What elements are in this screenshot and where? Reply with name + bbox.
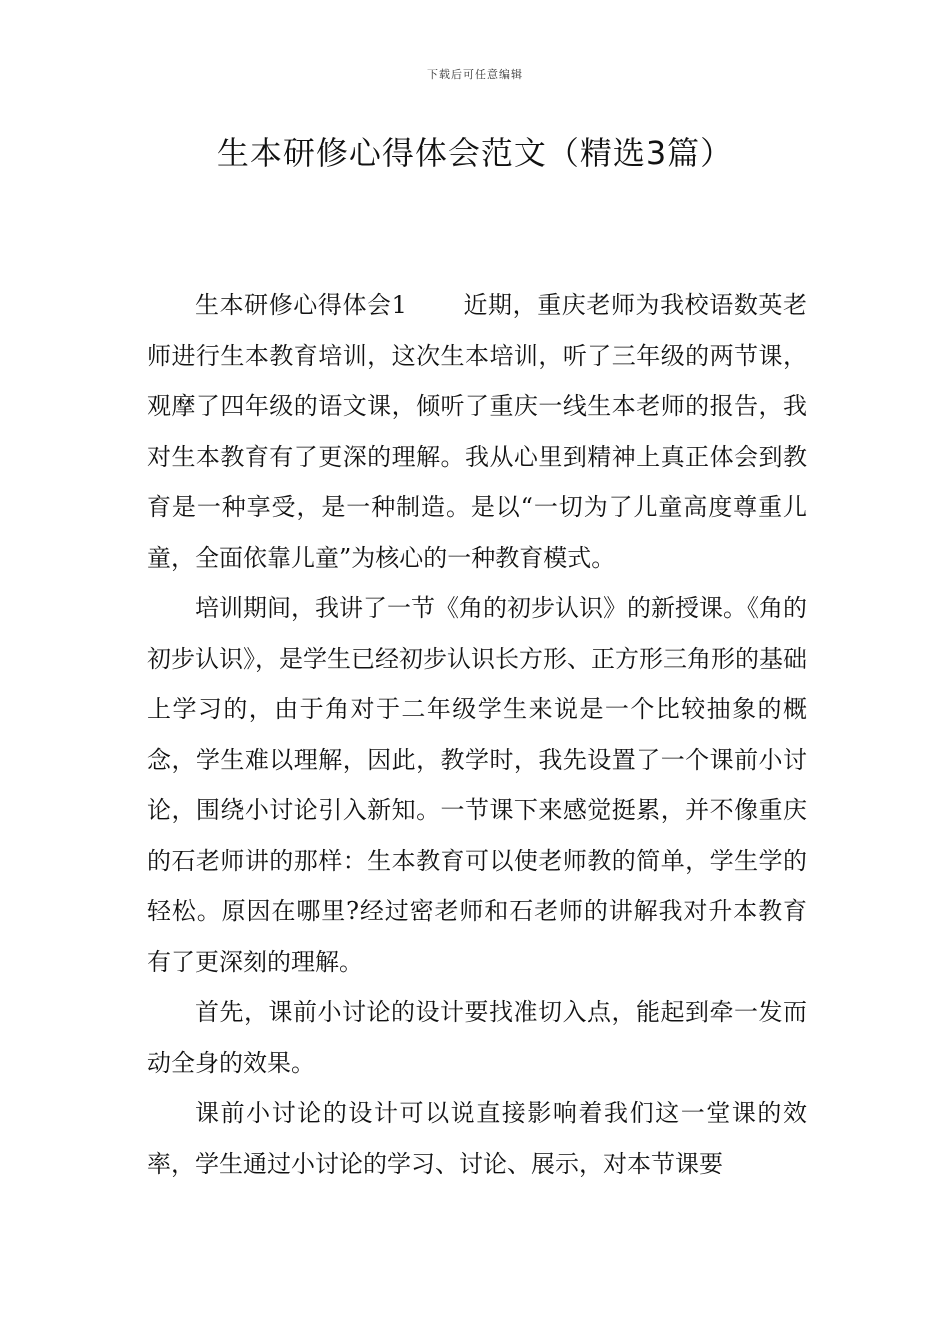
document-body	[147, 280, 807, 1189]
header-note: 下载后可任意编辑	[427, 68, 523, 81]
paragraph-2: 培训期间，我讲了一节《角的初步认识》的新授课。《角的初步认识》，是学生已经初步认识长方形、正方形三角形的基础上学习的，由于角对于二年级学生来说是一个比较抽象的概念，学生难以理解，因此，教学时，我先设置了一个课前小讨论，围绕小讨论引入新知。一节课下来感觉挺累，并不像重庆的石老师讲的那样：生本教育可以使老师教的简单，学生学的轻松。原因在哪里?经过密老师和石老师的讲解我对升本教育有了更深刻的理解。	[147, 594, 807, 976]
section-heading: 生本研修心得体会1	[195, 291, 407, 319]
page-title: 生本研修心得体会范文（精选3篇）	[216, 134, 734, 172]
paragraph-1-text: 近期，重庆老师为我校语数英老师进行生本教育培训，这次生本培训，听了三年级的两节课，观摩了四年级的语文课，倾听了重庆一线生本老师的报告，我对生本教育有了更深的理解。我从心里到精神上真正体会到教育是一种享受，是一种制造。是以“一切为了儿童高度尊重儿童，全面依靠儿童”为核心的一种教育模式。	[147, 291, 807, 572]
paragraph-4: 课前小讨论的设计可以说直接影响着我们这一堂课的效率，学生通过小讨论的学习、讨论、展示，对本节课要	[147, 1099, 807, 1178]
paragraph-3: 首先，课前小讨论的设计要找准切入点，能起到牵一发而动全身的效果。	[147, 998, 807, 1077]
paragraph-1	[147, 280, 807, 583]
